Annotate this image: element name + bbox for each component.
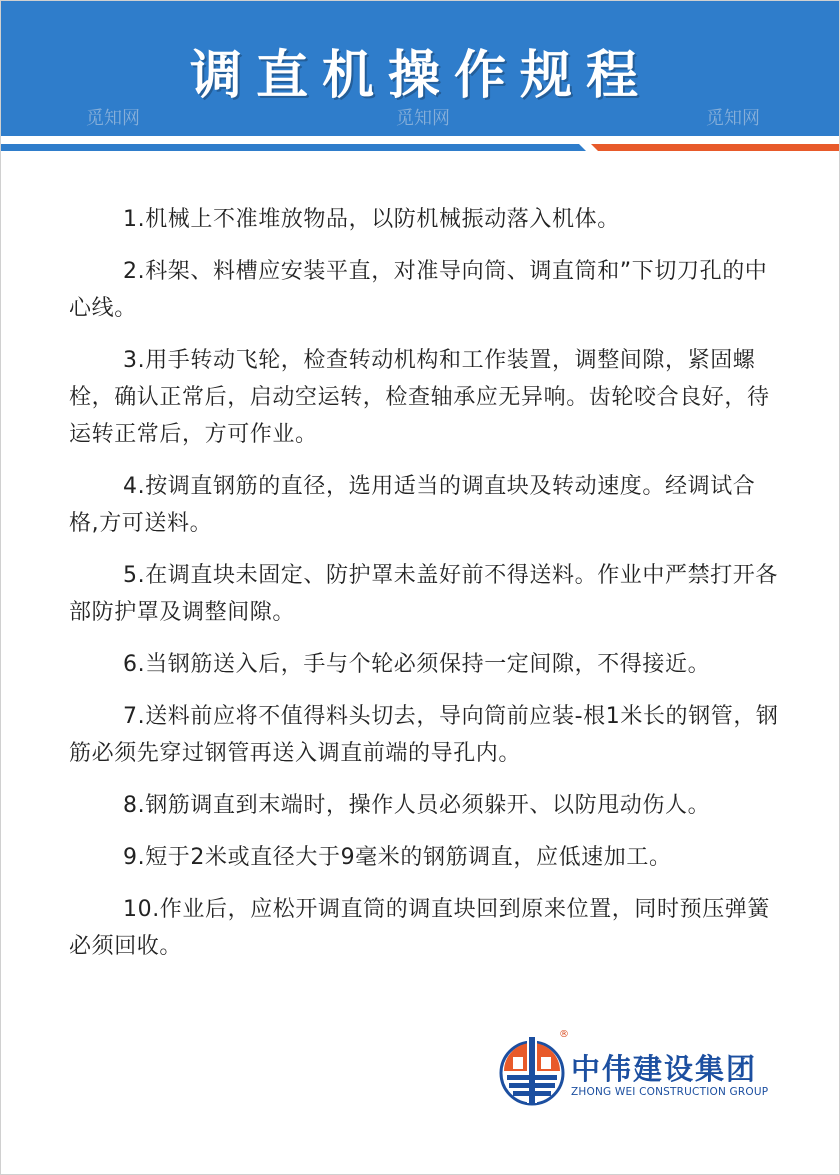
page-title: 调直机操作规程	[189, 46, 652, 106]
rule-item: 6.当钢筋送入后，手与个轮必须保持一定间隙，不得接近。	[123, 652, 711, 677]
watermark: 觅知网	[396, 108, 450, 129]
company-logo	[499, 1031, 789, 1111]
company-logo-icon	[499, 1033, 565, 1107]
watermark: 觅知网	[86, 108, 140, 129]
rule-item: 9.短于2米或直径大于9毫米的钢筋调直，应低速加工。	[123, 845, 672, 870]
rule-item: 2.科架、料槽应安装平直，对准导向筒、调直筒和”下切刀孔的中心线。	[69, 259, 768, 321]
rule-item: 10.作业后，应松开调直筒的调直块回到原来位置，同时预压弹簧必须回收。	[69, 897, 770, 959]
registered-mark: ®	[559, 1029, 569, 1040]
company-name: 中伟建设集团	[571, 1052, 758, 1086]
rule-item: 4.按调直钢筋的直径，选用适当的调直块及转动速度。经调试合格,方可送料。	[69, 474, 756, 536]
watermark: 觅知网	[706, 108, 760, 129]
rule-item: 1.机械上不准堆放物品，以防机械振动落入机体。	[123, 207, 620, 232]
rule-item: 5.在调直块未固定、防护罩未盖好前不得送料。作业中严禁打开各部防护罩及调整间隙。	[69, 563, 778, 625]
rule-item: 7.送料前应将不值得料头切去，导向筒前应装-根1米长的钢管，钢筋必须先穿过钢管再送入调直前端的导孔内。	[69, 704, 779, 766]
rules-list	[69, 201, 779, 980]
header-stripe	[1, 141, 840, 153]
rule-item: 3.用手转动飞轮，检查转动机构和工作装置，调整间隙，紧固螺栓，确认正常后，启动空运转，检查轴承应无异响。齿轮咬合良好，待运转正常后，方可作业。	[69, 348, 770, 447]
rule-item: 8.钢筋调直到末端时，操作人员必须躲开、以防甩动伤人。	[123, 793, 711, 818]
company-name-english: ZHONG WEI CONSTRUCTION GROUP	[571, 1086, 769, 1098]
